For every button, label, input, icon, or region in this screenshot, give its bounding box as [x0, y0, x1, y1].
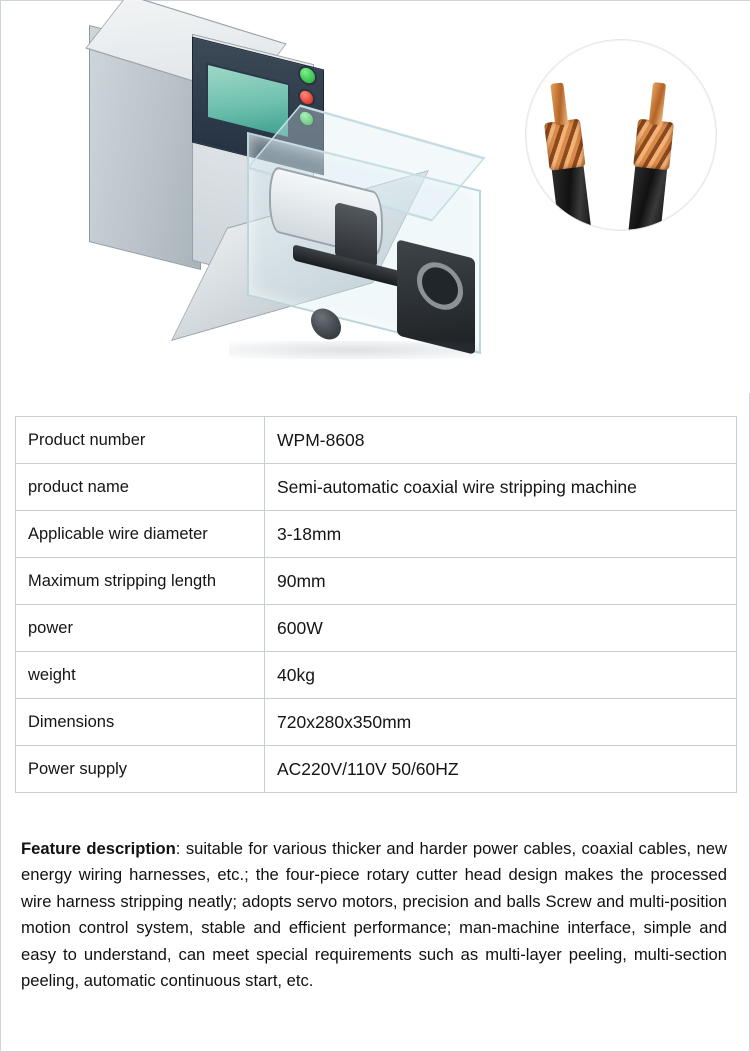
spec-value: WPM-8608 — [265, 417, 737, 464]
cable-braid-shield — [544, 119, 586, 171]
specification-table — [15, 416, 737, 793]
cable-braid-shield — [633, 119, 674, 171]
table-row — [16, 417, 737, 464]
table-row — [16, 511, 737, 558]
cable-jacket — [551, 161, 592, 231]
cable-inner-core — [550, 82, 568, 125]
spec-key: product name — [16, 464, 265, 511]
machine-shadow — [229, 341, 479, 359]
stripped-cable-right — [622, 85, 681, 231]
feature-text: suitable for various thicker and harder power cables, coaxial cables, new energy wiring harnesses, etc.; the four-piece rotary cutter head design makes the processed wire harness stripping neatly; adopts servo motors, precision and balls Screw and multi-position motion control system, stable and efficient performance; man-machine interface, simple and easy to understand, can meet special requirements such as multi-layer peeling, multi-section peeling, automatic continuous start, etc. — [21, 838, 727, 991]
table-row — [16, 605, 737, 652]
cable-inner-core — [649, 82, 666, 125]
cable-jacket — [628, 161, 668, 231]
stripped-cable-left — [536, 84, 598, 231]
table-row — [16, 746, 737, 793]
spec-value: 40kg — [265, 652, 737, 699]
spec-value: 3-18mm — [265, 511, 737, 558]
spec-value: AC220V/110V 50/60HZ — [265, 746, 737, 793]
feature-description — [21, 836, 727, 995]
table-row — [16, 699, 737, 746]
spec-value: Semi-automatic coaxial wire stripping machine — [265, 464, 737, 511]
table-row — [16, 464, 737, 511]
spec-value: 720x280x350mm — [265, 699, 737, 746]
spec-key: power — [16, 605, 265, 652]
cable-closeup-inset — [525, 39, 717, 231]
specification-table-wrapper — [15, 416, 737, 793]
table-row — [16, 652, 737, 699]
spec-key: Dimensions — [16, 699, 265, 746]
machine-photo — [79, 11, 499, 371]
spec-value: 600W — [265, 605, 737, 652]
spec-key: weight — [16, 652, 265, 699]
table-row — [16, 558, 737, 605]
spec-key: Applicable wire diameter — [16, 511, 265, 558]
spec-value: 90mm — [265, 558, 737, 605]
spec-key: Product number — [16, 417, 265, 464]
spec-key: Maximum stripping length — [16, 558, 265, 605]
product-photo-area — [1, 1, 750, 393]
feature-separator: : — [175, 838, 186, 858]
feature-label: Feature description — [21, 838, 176, 858]
spec-key: Power supply — [16, 746, 265, 793]
